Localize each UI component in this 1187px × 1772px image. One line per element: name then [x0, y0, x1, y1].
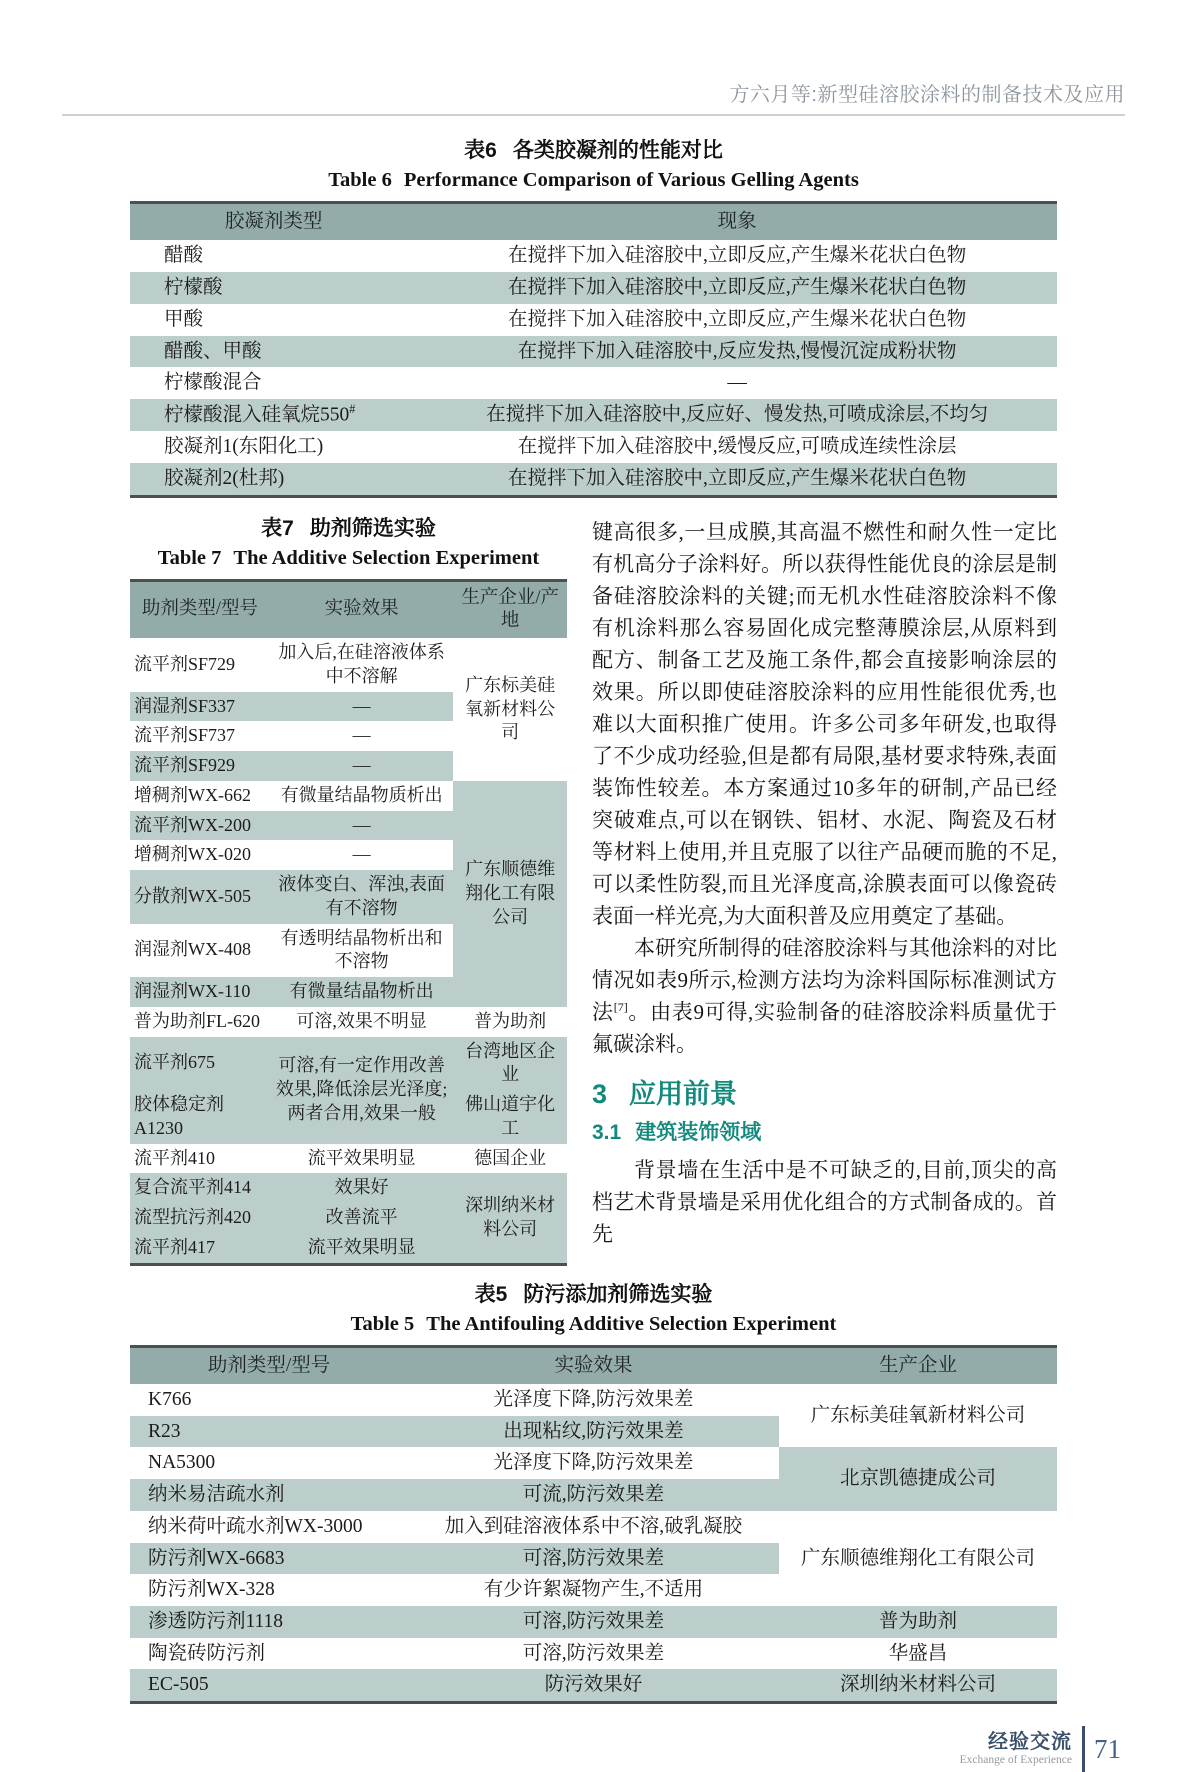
table-cell: 润湿剂WX-110 — [130, 977, 270, 1007]
table-cell: 柠檬酸混入硅氧烷550# — [130, 399, 417, 431]
table-cell: 流平剂SF729 — [134, 653, 236, 674]
table-row — [130, 399, 1057, 431]
table-row — [130, 1037, 567, 1091]
table-row — [130, 463, 1057, 496]
table7-title-en: Table 7 The Additive Selection Experiment — [157, 546, 540, 569]
footer-section-block — [960, 1731, 1072, 1768]
footer-divider — [1082, 1726, 1085, 1772]
table-cell: 有少许絮凝物产生,不适用 — [483, 1579, 704, 1601]
table-cell: 分散剂WX-505 — [130, 870, 270, 924]
table-cell: 广东标美硅氧新材料公司 — [810, 1404, 1026, 1426]
page-footer — [0, 1726, 1121, 1772]
table-cell: — — [352, 725, 371, 746]
table-cell: 光泽度下降,防污效果差 — [493, 1452, 694, 1474]
table-cell: — — [270, 751, 454, 781]
table-cell: 流平剂SF929 — [130, 751, 270, 781]
additive-selection-table — [130, 579, 567, 1266]
table-row — [130, 638, 567, 692]
table-cell: 加入到硅溶液体系中不溶,破乳凝胶 — [444, 1515, 743, 1537]
table5-title-cn: 表5 防污添加剂筛选实验 — [474, 1282, 713, 1306]
table-cell: 可溶,防污效果差 — [408, 1543, 779, 1575]
table-cell: 润湿剂WX-408 — [134, 939, 251, 960]
table-row — [130, 367, 1057, 399]
table-cell: 在搅拌下加入硅溶胶中,反应好、慢发热,可喷成涂层,不均匀 — [417, 399, 1057, 431]
paragraph-continuation: 键高很多,一旦成膜,其高温不燃性和耐久性一定比有机高分子涂料好。所以获得性能优良的涂层是制备硅溶胶涂料的关键;而无机水性硅溶胶涂料不像有机涂料那么容易固化成完整薄膜涂层,从原料到配方、制备工艺及施工条件,都会直接影响涂层的效果。所以即使硅溶胶涂料的应用性能很优秀,也难以大面积推广使用。许多公司多年研发,也取得了不少成功经验,但是都有局限,基材要求特殊,表面装饰性较差。本方案通过10多年的研制,产品已经突破难点,可以在钢铁、铝材、水泥、陶瓷及石材等材料上使用,并且克服了以往产品硬而脆的不足,可以柔性防裂,而且光泽度高,涂膜表面可以像瓷砖表面一样光亮,为大面积普及应用奠定了基础。 — [592, 519, 1057, 928]
table-cell: 陶瓷砖防污剂 — [148, 1642, 266, 1664]
running-head — [62, 78, 1125, 116]
footer-section-cn: 经验交流 — [988, 1730, 1072, 1753]
table-cell: 有透明结晶物析出和不溶物 — [280, 927, 443, 972]
column-header: 胶凝剂类型 — [130, 203, 417, 241]
table-cell: 流平效果明显 — [270, 1233, 454, 1264]
table-cell: 润湿剂SF337 — [130, 692, 270, 722]
table-cell: 可溶,防污效果差 — [408, 1606, 779, 1638]
column-header: 现象 — [417, 203, 1057, 241]
table-cell: 流平剂SF737 — [134, 725, 236, 746]
footer-section-en: Exchange of Experience — [959, 1753, 1072, 1766]
table-cell: 增稠剂WX-020 — [134, 844, 251, 865]
section-3-1-heading: 3.1 建筑装饰领域 — [592, 1121, 762, 1145]
table-cell: 华盛昌 — [888, 1642, 948, 1664]
table-cell: 防污效果好 — [408, 1669, 779, 1702]
right-column — [592, 516, 1057, 1251]
gelling-agents-table — [130, 201, 1057, 498]
table-cell: 在搅拌下加入硅溶胶中,立即反应,产生爆米花状白色物 — [417, 463, 1057, 496]
table-cell: 胶凝剂2(杜邦) — [130, 463, 417, 496]
table-cell: 流型抗污剂420 — [130, 1203, 270, 1233]
table-row — [130, 304, 1057, 336]
running-head-title: 方六月等:新型硅溶胶涂料的制备技术及应用 — [729, 84, 1125, 106]
table-cell: 在搅拌下加入硅溶胶中,立即反应,产生爆米花状白色物 — [508, 245, 967, 267]
table-row — [130, 240, 1057, 272]
table-header-row — [130, 580, 567, 638]
antifouling-additive-table — [130, 1345, 1057, 1705]
table-cell: K766 — [148, 1388, 192, 1410]
table6-title-cn: 表6 各类胶凝剂的性能对比 — [464, 139, 723, 162]
table-cell: 广东顺德维翔化工有限公司 — [453, 781, 567, 1007]
table-cell: 纳米易洁疏水剂 — [130, 1479, 408, 1511]
table-cell: NA5300 — [148, 1452, 216, 1474]
table-cell: 流平剂WX-200 — [130, 811, 270, 841]
table-header-row — [130, 203, 1057, 241]
table-cell: 光泽度下降,防污效果差 — [493, 1388, 694, 1410]
table-cell: 在搅拌下加入硅溶胶中,立即反应,产生爆米花状白色物 — [417, 272, 1057, 304]
table-cell: — — [352, 844, 371, 865]
table-row — [130, 1447, 1057, 1479]
table-row — [130, 781, 567, 811]
table7-section — [130, 516, 567, 1266]
table-cell: 流平剂675 — [130, 1037, 270, 1091]
table-cell: 德国企业 — [474, 1147, 547, 1168]
table-cell: 台湾地区企业 — [453, 1037, 567, 1091]
table-cell: 流平剂417 — [130, 1233, 270, 1264]
two-column-area — [130, 516, 1057, 1266]
table-cell: 深圳纳米材料公司 — [453, 1173, 567, 1264]
table-cell: 复合流平剂414 — [130, 1173, 270, 1203]
table-cell: 流平效果明显 — [307, 1147, 416, 1168]
table-cell: 柠檬酸 — [130, 272, 417, 304]
left-column — [130, 516, 567, 1266]
table-cell: 胶体稳定剂A1230 — [130, 1090, 270, 1144]
reference-marker: [7] — [613, 999, 628, 1014]
table-cell: 改善流平 — [270, 1203, 454, 1233]
section-3-heading: 3 应用前景 — [592, 1078, 738, 1109]
table5-label-en: Table 5 — [350, 1312, 415, 1335]
table-cell: 广东顺德维翔化工有限公司 — [800, 1547, 1035, 1569]
table-cell: 普为助剂FL-620 — [134, 1010, 260, 1031]
table-cell: 液体变白、浑浊,表面有不溶物 — [270, 870, 454, 924]
table-cell: 可溶,有一定作用改善效果,降低涂层光泽度;两者合用,效果一般 — [270, 1037, 454, 1144]
table-cell: 流平剂410 — [134, 1147, 215, 1168]
table-cell: 出现粘纹,防污效果差 — [408, 1416, 779, 1448]
table-cell: 效果好 — [270, 1173, 454, 1203]
column-header: 助剂类型/型号 — [130, 580, 270, 638]
table-cell: 柠檬酸混合 — [164, 372, 262, 394]
table5-label-cn: 表5 — [474, 1282, 508, 1306]
table6-title-en: Table 6 Performance Comparison of Various Gelling Agents — [328, 169, 859, 191]
column-header: 助剂类型/型号 — [130, 1346, 408, 1384]
paragraph-comparison: 本研究所制得的硅溶胶涂料与其他涂料的对比情况如表9所示,检测方法均为涂料国际标准测试方法[7]。由表9可得,实验制备的硅溶胶涂料质量优于氟碳涂料。 — [592, 935, 1058, 1056]
table-row — [130, 1606, 1057, 1638]
table-cell: 可流,防污效果差 — [408, 1479, 779, 1511]
table-cell: 在搅拌下加入硅溶胶中,缓慢反应,可喷成连续性涂层 — [517, 436, 957, 458]
table-cell: 渗透防污剂1118 — [130, 1606, 408, 1638]
table-row — [130, 1669, 1057, 1702]
table-row — [130, 1638, 1057, 1670]
table7-label-en: Table 7 — [157, 546, 222, 569]
page-number: 71 — [1094, 1733, 1121, 1764]
table-row — [130, 431, 1057, 463]
table-cell: 普为助剂 — [779, 1606, 1057, 1638]
table-cell: 可溶,效果不明显 — [296, 1010, 427, 1031]
table-cell: 北京凯德捷成公司 — [779, 1447, 1057, 1510]
table-cell: 防污剂WX-6683 — [130, 1543, 408, 1575]
table-row — [130, 1384, 1057, 1416]
table-cell: 加入后,在硅溶液体系中不溶解 — [278, 642, 445, 686]
table5-section — [130, 1282, 1057, 1705]
column-header: 生产企业 — [779, 1346, 1057, 1384]
table-row — [130, 1511, 1057, 1543]
table-cell: 深圳纳米材料公司 — [779, 1669, 1057, 1702]
table-cell: 普为助剂 — [474, 1010, 547, 1031]
table-cell: R23 — [130, 1416, 408, 1448]
table-cell: 增稠剂WX-662 — [134, 784, 251, 805]
table-cell: — — [270, 811, 454, 841]
table-cell: 可溶,防污效果差 — [522, 1642, 665, 1664]
table-cell: 胶凝剂1(东阳化工) — [164, 436, 324, 458]
table-cell: 醋酸 — [164, 245, 204, 267]
table-cell: — — [727, 372, 747, 394]
table-cell: 醋酸、甲酸 — [130, 336, 417, 368]
column-header: 实验效果 — [408, 1346, 779, 1384]
table-cell: — — [270, 692, 454, 722]
table7-title-cn: 表7 助剂筛选实验 — [261, 516, 436, 540]
table-cell: EC-505 — [130, 1669, 408, 1702]
table6-section — [130, 138, 1057, 498]
table-cell: 佛山道宇化工 — [453, 1090, 567, 1144]
table5-title-en: Table 5 The Antifouling Additive Selection Experiment — [350, 1312, 837, 1335]
column-header: 生产企业/产地 — [453, 580, 567, 638]
table-cell: 有微量结晶物质析出 — [280, 784, 443, 805]
table-row — [130, 1007, 567, 1037]
table-cell: 防污剂WX-328 — [148, 1579, 275, 1601]
table-cell: 在搅拌下加入硅溶胶中,反应发热,慢慢沉淀成粉状物 — [417, 336, 1057, 368]
table-cell: 有微量结晶物析出 — [270, 977, 454, 1007]
paragraph-background-wall: 背景墙在生活中是不可缺乏的,目前,顶尖的高档艺术背景墙是采用优化组合的方式制备成的。首先 — [592, 1158, 1057, 1247]
table-header-row — [130, 1346, 1057, 1384]
table-row — [130, 336, 1057, 368]
column-header: 实验效果 — [270, 580, 454, 638]
table-row — [130, 272, 1057, 304]
table-row — [130, 1144, 567, 1174]
table-cell: 甲酸 — [164, 308, 204, 330]
table-cell: 纳米荷叶疏水剂WX-3000 — [148, 1515, 363, 1537]
page-body — [130, 138, 1057, 1704]
table6-label-cn: 表6 — [464, 139, 497, 162]
table-cell: 广东标美硅氧新材料公司 — [465, 674, 556, 743]
table7-label-cn: 表7 — [261, 516, 294, 540]
table-row — [130, 1173, 567, 1203]
table6-label-en: Table 6 — [328, 169, 392, 191]
table-cell: 在搅拌下加入硅溶胶中,立即反应,产生爆米花状白色物 — [508, 308, 967, 330]
